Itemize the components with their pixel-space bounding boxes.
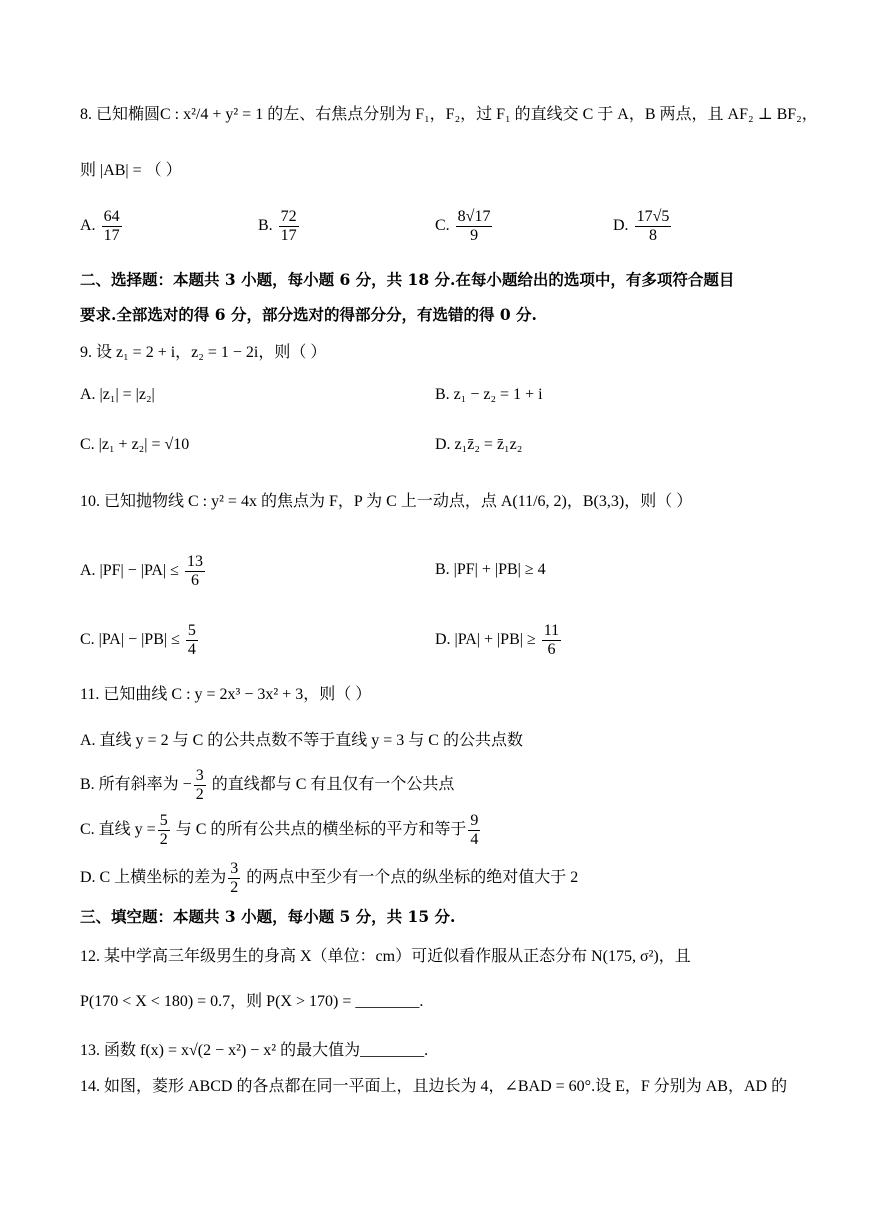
q11-option-d: D. C 上横坐标的差为 $\frac{3}{2}$ 的两点中至少有一个点的纵坐标的绝对值大于 2 xyxy=(80,860,579,896)
q9-stem: 9. 设 z₁ = 2 + i，z₂ = 1 − 2i，则（ ） xyxy=(80,344,327,361)
q8-option-c: C. $\frac{8√17}{9}$ xyxy=(435,208,491,244)
q11-option-c: C. 直线 y = $\frac{5}{2}$ 与 C 的所有公共点的横坐标的平方和等于 $\frac{9}{4}$ xyxy=(80,812,479,848)
q9-option-a: A. |z₁| = |z₂| xyxy=(80,386,155,403)
q14-stem: 14. 如图，菱形 ABCD 的各点都在同一平面上，且边长为 4，∠BAD = 60°.设 E，F 分别为 AB，AD 的 xyxy=(80,1078,788,1095)
q8-option-a: A. $\frac{64}{17}$ xyxy=(80,208,120,244)
section3-heading: 三、填空题：本题共 3 小题，每小题 5 分，共 15 分. xyxy=(80,907,456,926)
section2-heading-line1: 二、选择题：本题共 3 小题，每小题 6 分，共 18 分.在每小题给出的选项中，有多项符合题目 xyxy=(80,270,735,289)
q12-stem-line2: P(170 < X < 180) = 0.7，则 P(X > 170) = ________. xyxy=(80,993,424,1010)
q9-option-d: D. z₁z̄₂ = z̄₁z₂ xyxy=(435,436,523,453)
q10-option-b: B. |PF| + |PB| ≥ 4 xyxy=(435,561,546,578)
q11-option-a: A. 直线 y = 2 与 C 的公共点数不等于直线 y = 3 与 C 的公共点数 xyxy=(80,732,523,749)
q8-option-d: D. $\frac{17√5}{8}$ xyxy=(613,208,670,244)
q9-option-b: B. z₁ − z₂ = 1 + i xyxy=(435,386,543,403)
section2-heading-line2: 要求.全部选对的得 6 分，部分选对的得部分分，有选错的得 0 分. xyxy=(80,305,537,324)
q10-option-c: C. |PA| − |PB| ≤ $\frac{5}{4}$ xyxy=(80,622,196,658)
q9-option-c: C. |z₁ + z₂| = √10 xyxy=(80,436,190,453)
q8-option-b: B. $\frac{72}{17}$ xyxy=(258,208,297,244)
q10-option-a: A. |PF| − |PA| ≤ $\frac{13}{6}$ xyxy=(80,553,203,589)
q11-stem: 11. 已知曲线 C : y = 2x³ − 3x² + 3，则（ ） xyxy=(80,686,372,703)
q13-stem: 13. 函数 f(x) = x√(2 − x²) − x² 的最大值为________. xyxy=(80,1042,429,1059)
q12-stem-line1: 12. 某中学高三年级男生的身高 X（单位：cm）可近似看作服从正态分布 N(175, σ²)，且 xyxy=(80,948,691,965)
q10-option-d: D. |PA| + |PB| ≥ $\frac{11}{6}$ xyxy=(435,622,560,658)
q11-option-b: B. 所有斜率为 − $\frac{3}{2}$ 的直线都与 C 有且仅有一个公共点 xyxy=(80,767,455,803)
q10-stem: 10. 已知抛物线 C : y² = 4x 的焦点为 F，P 为 C 上一动点，点 A(11/6, 2)，B(3,3)，则（ ） xyxy=(80,493,693,510)
q8-stem-line2: 则 |AB| = （ ） xyxy=(80,162,182,179)
q8-stem-line1: 8. 已知椭圆C : x²/4 + y² = 1 的左、右焦点分别为 F₁，F₂，过 F₁ 的直线交 C 于 A，B 两点，且 AF₂ ⊥ BF₂， xyxy=(80,106,818,123)
